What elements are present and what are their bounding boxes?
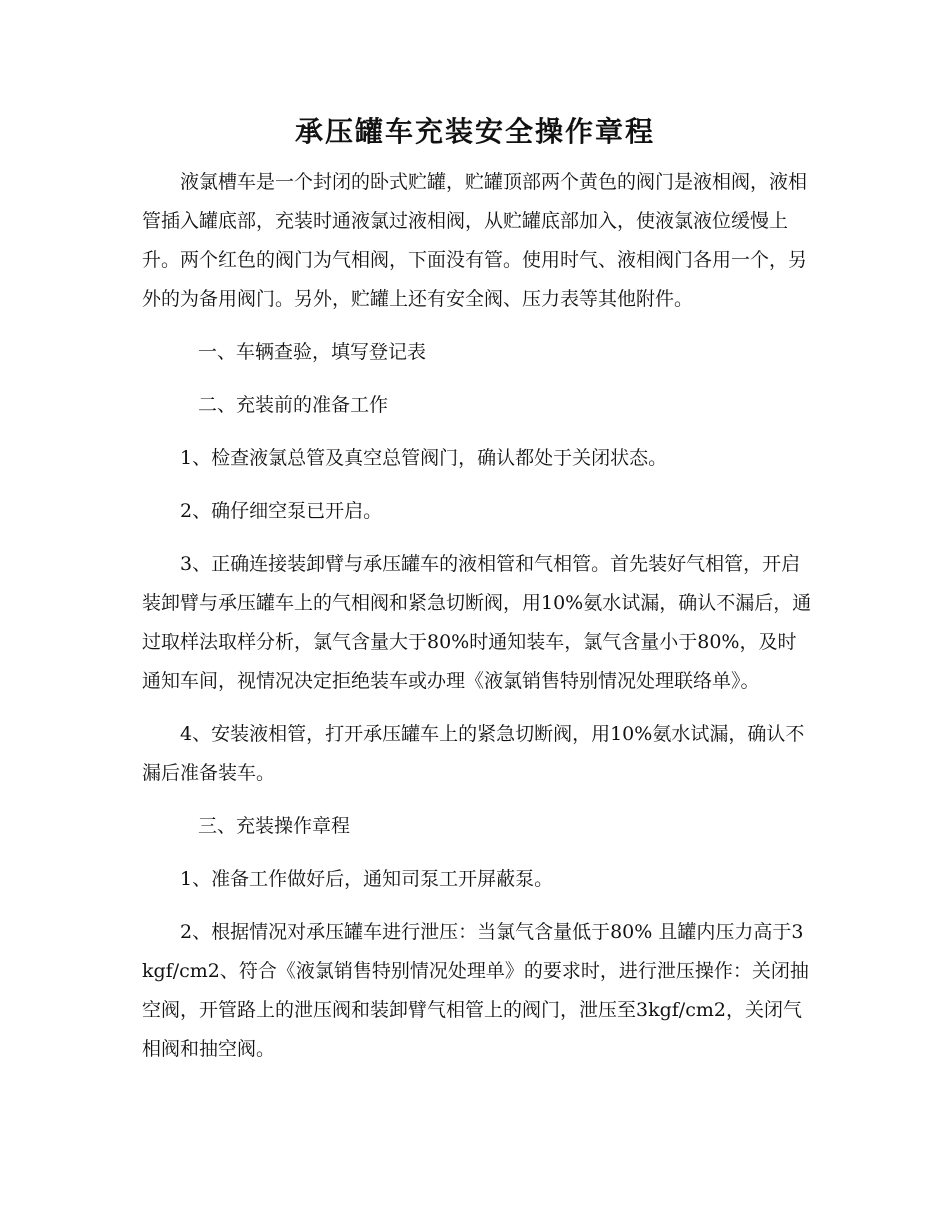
procedure-item: 1、准备工作做好后，通知司泵工开屏蔽泵。 (180, 868, 554, 890)
preparation-item: 2、确仔细空泵已开启。 (180, 500, 383, 522)
preparation-item: 1、检查液氯总管及真空总管阀门，确认都处于关闭状态。 (180, 447, 668, 469)
section-heading-preparation: 二、充装前的准备工作 (198, 394, 389, 416)
preparation-item: 4、安装液相管，打开承压罐车上的紧急切断阀，用10%氨水试漏，确认不漏后准备装车。 (142, 723, 805, 784)
intro-paragraph: 液氯槽车是一个封闭的卧式贮罐，贮罐顶部两个黄色的阀门是液相阀，液相管插入罐底部，充装时通液氯过液相阀，从贮罐底部加入，使液氯液位缓慢上升。两个红色的阀门为气相阀，下面没有管。使用时气、液相阀门各用一个，另外的为备用阀门。另外，贮罐上还有安全阀、压力表等其他附件。 (142, 171, 808, 310)
section-heading-vehicle-inspection: 一、车辆查验，填写登记表 (198, 341, 427, 363)
preparation-item: 3、正确连接装卸臂与承压罐车的液相管和气相管。首先装好气相管，开启装卸臂与承压罐车上的气相阀和紧急切断阀，用10%氨水试漏，确认不漏后，通过取样法取样分析，氯气含量大于80%时通知装车，氯气含量小于80%，及时通知车间，视情况决定拒绝装车或办理《液氯销售特别情况处理联络单》。 (142, 553, 812, 692)
section-heading-filling-procedure: 三、充装操作章程 (198, 815, 351, 837)
document-title: 承压罐车充装安全操作章程 (294, 115, 655, 148)
document-body (142, 163, 812, 1083)
procedure-item: 2、根据情况对承压罐车进行泄压：当氯气含量低于80% 且罐内压力高于3kgf/cm2、符合《液氯销售特别情况处理单》的要求时，进行泄压操作：关闭抽空阀，开管路上的泄压阀和装卸臂气相管上的阀门，泄压至3kgf/cm2，关闭气相阀和抽空阀。 (142, 921, 809, 1060)
